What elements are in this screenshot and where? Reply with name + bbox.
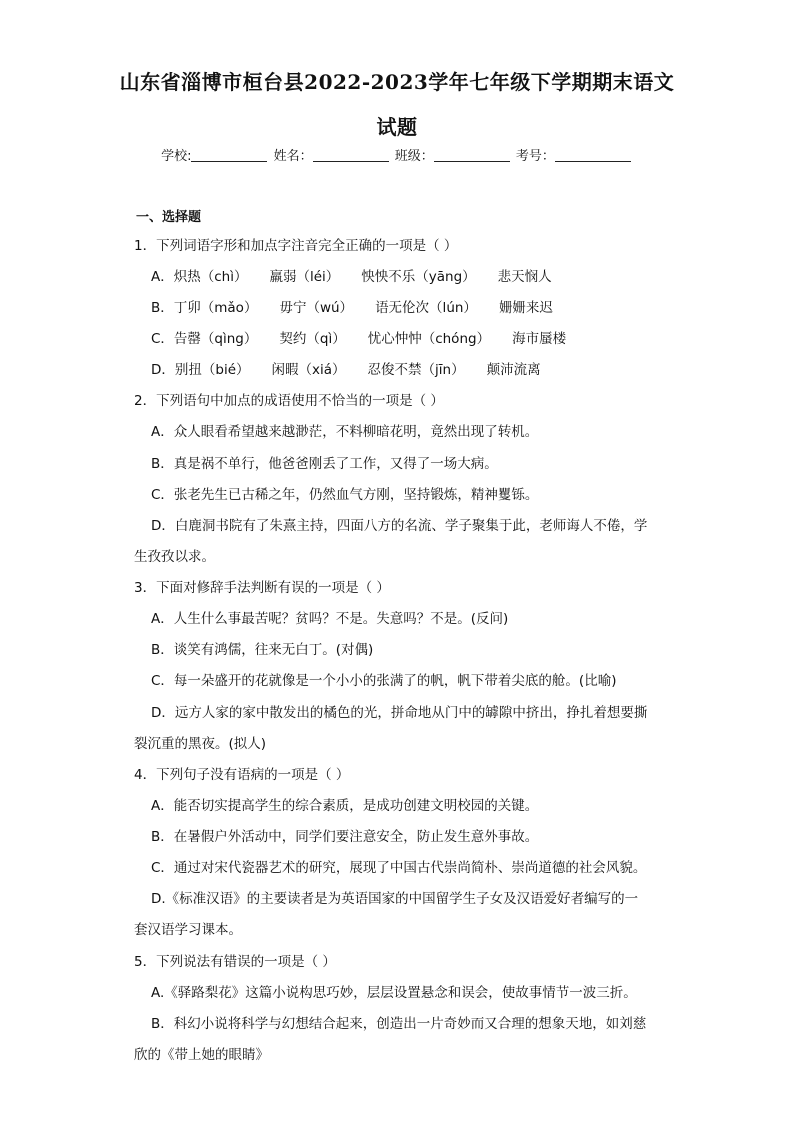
question-1-option-d: D．别扭（bié） 闲暇（xiá） 忍俊不禁（jīn） 颠沛流离 [151, 362, 541, 378]
question-4-option-d: D.《标准汉语》的主要读者是为英语国家的中国留学生子女及汉语爱好者编写的一 [151, 891, 639, 907]
question-5-stem: 5．下列说法有错误的一项是（ ） [134, 954, 336, 970]
student-info-row [0, 145, 794, 164]
school-blank[interactable] [191, 147, 267, 162]
question-2-option-c: C．张老先生已古稀之年，仍然血气方刚，坚持锻炼，精神矍铄。 [151, 487, 539, 503]
question-5-option-a: A.《驿路梨花》这篇小说构思巧妙，层层设置悬念和误会，使故事情节一波三折。 [151, 985, 637, 1001]
question-4-option-b: B．在暑假户外活动中，同学们要注意安全，防止发生意外事故。 [151, 829, 539, 845]
number-label: 考号： [515, 149, 555, 164]
exam-title-line2: 试题 [376, 115, 418, 139]
question-3-option-d-cont: 裂沉重的黑夜。(拟人) [134, 736, 267, 752]
question-1-option-b: B．丁卯（mǎo） 毋宁（wú） 语无伦次（lún） 姗姗来迟 [151, 300, 553, 316]
question-1-stem: 1．下列词语字形和加点字注音完全正确的一项是（ ） [134, 238, 458, 254]
question-4-option-c: C．通过对宋代瓷器艺术的研究，展现了中国古代崇尚简朴、崇尚道德的社会风貌。 [151, 860, 647, 876]
name-label: 姓名： [273, 149, 313, 164]
question-2-stem: 2．下列语句中加点的成语使用不恰当的一项是（ ） [134, 393, 444, 409]
question-2-option-d-cont: 生孜孜以求。 [134, 549, 215, 565]
question-3-option-a: A．人生什么事最苦呢？贫吗？不是。失意吗？不是。(反问) [151, 611, 509, 627]
class-blank[interactable] [434, 147, 510, 162]
question-3-option-d: D．远方人家的家中散发出的橘色的光，拼命地从门中的罅隙中挤出，挣扎着想要撕 [151, 705, 648, 721]
question-1-option-c: C．告罄（qìng） 契约（qì） 忧心忡忡（chóng） 海市蜃楼 [151, 331, 567, 347]
name-blank[interactable] [313, 147, 389, 162]
school-label: 学校: [161, 149, 192, 164]
question-1-option-a: A．炽热（chì） 羸弱（léi） 怏怏不乐（yāng） 悲天悯人 [151, 269, 552, 285]
number-blank[interactable] [555, 147, 631, 162]
exam-title-line1: 山东省淄博市桓台县2022-2023学年七年级下学期期末语文 [119, 70, 675, 94]
question-5-option-b: B．科幻小说将科学与幻想结合起来，创造出一片奇妙而又合理的想象天地，如刘慈 [151, 1016, 647, 1032]
question-3-stem: 3．下面对修辞手法判断有误的一项是（ ） [134, 580, 390, 596]
question-5-option-b-cont: 欣的《带上她的眼睛》 [134, 1047, 269, 1063]
question-2-option-d: D．白鹿洞书院有了朱熹主持，四面八方的名流、学子聚集于此，老师诲人不倦，学 [151, 518, 648, 534]
question-2-option-a: A．众人眼看希望越来越渺茫，不料柳暗花明，竟然出现了转机。 [151, 424, 539, 440]
question-4-option-a: A．能否切实提高学生的综合素质，是成功创建文明校园的关键。 [151, 798, 539, 814]
class-label: 班级： [394, 149, 434, 164]
question-4-option-d-cont: 套汉语学习课本。 [134, 922, 242, 938]
question-4-stem: 4．下列句子没有语病的一项是（ ） [134, 767, 350, 783]
question-3-option-c: C．每一朵盛开的花就像是一个小小的张满了的帆，帆下带着尖底的舱。(比喻) [151, 673, 617, 689]
question-2-option-b: B．真是祸不单行，他爸爸刚丢了工作，又得了一场大病。 [151, 456, 498, 472]
section-heading: 一、选择题 [136, 210, 202, 225]
question-3-option-b: B．谈笑有鸿儒，往来无白丁。(对偶) [151, 642, 374, 658]
